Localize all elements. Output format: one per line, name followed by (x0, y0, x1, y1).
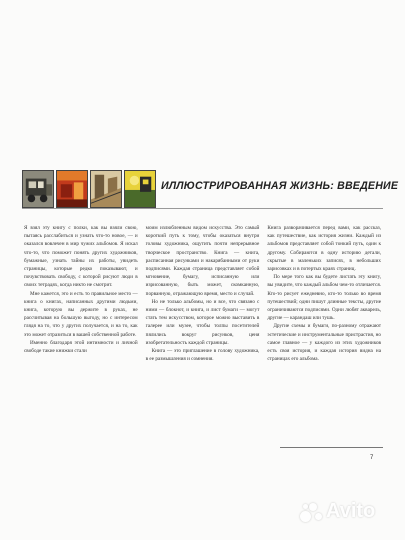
paragraph: Я взял эту книгу с полки, как вы взяли свою, пытаясь расслабиться и узнать что-то новое, — и оказался вовлечен в мир чужих альбомов. Я искал что-то, что поможет понять других художников, бумажные, узнать тайны их работы, увидеть страницы, которые редко показывают, и почувствовать свободу, с которой рисуют люди в своих тетрадях, когда никто не смотрит. (24, 225, 138, 289)
paragraph: Книга разворачивается перед вами, как рассказ, как путешествие, как история жизни. Каждый из альбомов представляет собой тонкий путь, один к другому. Собираются в одну историю детали, скрытые в маленьких записях, в небольших зарисовках и в потертых краях страниц. (267, 225, 382, 273)
text-columns (24, 224, 381, 363)
text-column-1 (24, 224, 138, 363)
text-column-3 (267, 224, 381, 363)
truck-sketch-icon (22, 170, 54, 208)
yellow-painting-icon (124, 170, 156, 208)
paragraph: моим излюбленным видом искусства. Это самый короткий путь к тому, чтобы оказаться внутри головы художника, ощутить почти непрерывное творческое пространство. Книга — книга, расписанная рисунками и накарябанными от руки подписями. Каждая страница представляет собой мгновение, бумагу, исписанную или изрисованную, быть может, скомканную, порванную, отражающую время, место и случай. (145, 225, 260, 297)
page-title: ИЛЛЮСТРИРОВАННАЯ ЖИЗНЬ: ВВЕДЕНИЕ (161, 180, 399, 192)
avito-logo-icon (300, 501, 322, 523)
header-divider (22, 208, 383, 209)
avito-watermark (300, 500, 375, 523)
watermark-text: Avito (326, 500, 376, 522)
thumbnail-strip (22, 170, 156, 208)
text-column-2 (146, 224, 260, 363)
paragraph: Но не только альбомы, но и все, что связано с ними — блокнот, и книга, и лист бумаги — могут стать тем искусством, которое можно выставить в галерее или музее, чтобы толпы посетителей пялились вокруг рисунков, ценя изобретательность каждой страницы. (145, 298, 260, 346)
footer-divider (280, 447, 383, 448)
paragraph: По мере того как вы будете листать эту книгу, вы увидите, что каждый альбом чем-то отличается. Кто-то рисует ежедневно, кто-то только во время путешествий; одни пишут длинные тексты, другие ограничиваются подписями. Одни любят акварель, другие — карандаш или тушь. (267, 274, 382, 322)
paragraph: Книга — это приглашение в голову художника, в ее размышления и сомнения. (145, 348, 260, 363)
page-number: 7 (370, 455, 374, 461)
paragraph: Именно благодаря этой интимности и личной свободе такие книжки стали (24, 339, 138, 355)
street-sketch-icon (90, 170, 122, 208)
paragraph: Другие схемы и бумаги, по-разному отражают эстетические и инструментальные пристрастия, но самое главное — у каждого из этих художников есть своя история, и каждая история видна на страницах его альбома. (267, 323, 382, 363)
red-painting-icon (56, 170, 88, 208)
paragraph: Мне кажется, это и есть то правильное место — книга о книгах, написанных другими людьми, книга, которую вы держите в руках, не рассчитывая на большую выгоду, но с интересом глядя на то, что у других получается, и на то, как это может отразиться в вашей собственной работе. (24, 290, 138, 338)
